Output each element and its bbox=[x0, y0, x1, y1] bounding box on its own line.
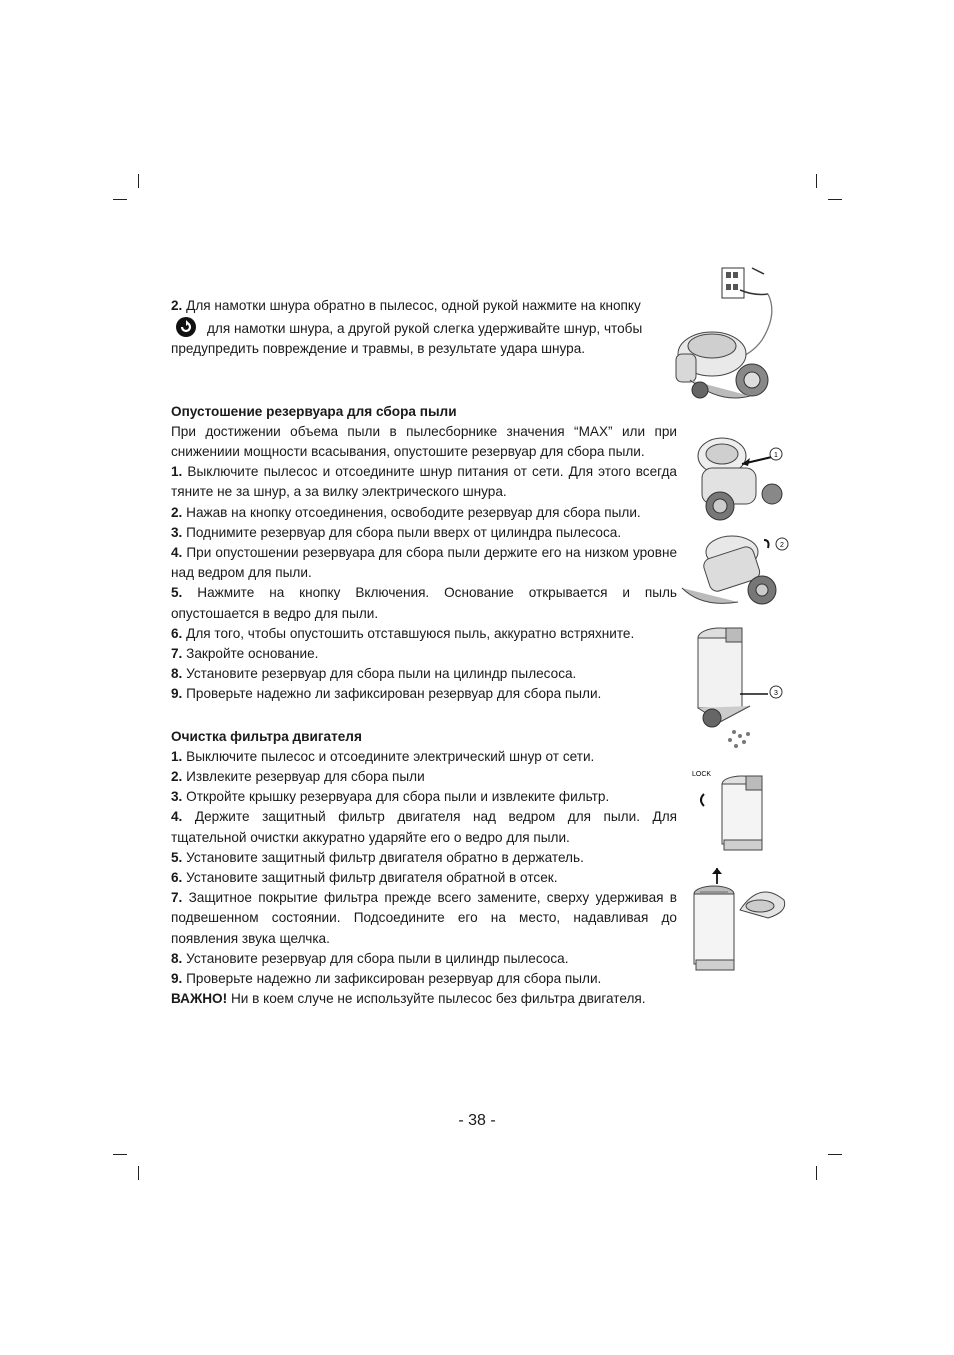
step-item bbox=[171, 747, 677, 767]
cord-rewind-paragraph bbox=[171, 296, 677, 316]
important-text: Ни в коем случе не используйте пылесос без фильтра двигателя. bbox=[230, 991, 646, 1007]
step-number: 5. bbox=[171, 585, 183, 601]
section-heading-filter: Очистка фильтра двигателя bbox=[171, 728, 362, 744]
step-item bbox=[171, 583, 677, 623]
step-text: Выключите пылесос и отсоедините шнур питания от сети. Для этого всегда тяните не за шнур, а за вилку электрического шнура. bbox=[171, 464, 677, 500]
step-item bbox=[171, 664, 677, 684]
cord-rewind-icon bbox=[175, 316, 201, 338]
step-number: 2. bbox=[171, 769, 183, 785]
step-text: Нажмите на кнопку Включения. Основание открывается и пыль опустошается в ведро для пыли. bbox=[171, 585, 677, 621]
crop-mark bbox=[816, 174, 817, 188]
vacuum-plug-illustration bbox=[670, 262, 790, 410]
step-number: 9. bbox=[171, 686, 183, 702]
step-number: 6. bbox=[171, 625, 183, 641]
crop-mark bbox=[828, 1154, 842, 1155]
crop-mark bbox=[816, 1166, 817, 1180]
step-number: 8. bbox=[171, 666, 183, 682]
dust-empty-illustration bbox=[690, 622, 800, 754]
callout-3: 3 bbox=[774, 690, 778, 697]
dust-container-lift-illustration bbox=[678, 530, 798, 612]
step-number: 1. bbox=[171, 748, 183, 764]
step-item bbox=[171, 503, 677, 523]
crop-mark bbox=[138, 1166, 139, 1180]
step-item bbox=[171, 624, 677, 644]
step-item bbox=[171, 868, 677, 888]
page-body bbox=[171, 296, 677, 1010]
step-text: Установите защитный фильтр двигателя обратно в держатель. bbox=[186, 849, 584, 865]
important-label: ВАЖНО! bbox=[171, 991, 228, 1007]
step-text: При опустошении резервуара для сбора пыли держите его на низком уровне над ведром для пыли. bbox=[171, 545, 678, 581]
step-number: 7. bbox=[171, 646, 183, 662]
step-number: 3. bbox=[171, 789, 183, 805]
step-number: 5. bbox=[171, 849, 183, 865]
dust-container-release-illustration bbox=[680, 430, 800, 525]
step-number: 7. bbox=[171, 890, 183, 906]
step-text: Проверьте надежно ли зафиксирован резервуар для сбора пыли. bbox=[186, 686, 602, 702]
cord-text: для намотки шнура, а другой рукой слегка удерживайте шнур, чтобы bbox=[207, 321, 643, 337]
step-item bbox=[171, 969, 677, 989]
lock-label: LOCK bbox=[692, 771, 712, 778]
step-text: Выключите пылесос и отсоедините электрический шнур от сети. bbox=[186, 748, 595, 764]
step-item bbox=[171, 644, 677, 664]
callout-2: 2 bbox=[780, 542, 784, 549]
step-item bbox=[171, 462, 677, 502]
step-number: 1. bbox=[171, 464, 183, 480]
empty-intro: При достижении объема пыли в пылесборнике значения “MAX” или при снижениии мощности всасывания, опустошите резервуар для сбора пыли. bbox=[171, 423, 677, 460]
step-text: Для того, чтобы опустошить отставшуюся пыль, аккуратно встряхните. bbox=[186, 625, 635, 641]
cord-text: предупредить повреждение и травмы, в результате удара шнура. bbox=[171, 341, 586, 357]
page-number: - 38 - bbox=[458, 1112, 496, 1129]
filter-steps-list bbox=[171, 747, 677, 989]
step-item bbox=[171, 684, 677, 704]
important-note bbox=[171, 989, 677, 1009]
step-item bbox=[171, 807, 677, 847]
step-text: Защитное покрытие фильтра прежде всего замените, сверху удерживая в подвешенном состоянии. Подсоедините его на место, надавливая до появления звука щелчка. bbox=[171, 890, 677, 946]
step-text: Извлеките резервуар для сбора пыли bbox=[186, 769, 425, 785]
step-item bbox=[171, 767, 677, 787]
cord-text: Для намотки шнура обратно в пылесос, одной рукой нажмите на кнопку bbox=[186, 298, 641, 313]
step-number: 3. bbox=[171, 524, 183, 540]
step-item bbox=[171, 888, 677, 949]
step-text: Проверьте надежно ли зафиксирован резервуар для сбора пыли. bbox=[186, 971, 602, 987]
crop-mark bbox=[113, 199, 127, 200]
step-item bbox=[171, 523, 677, 543]
step-number: 4. bbox=[171, 545, 183, 561]
crop-mark bbox=[138, 174, 139, 188]
step-number: 8. bbox=[171, 950, 183, 966]
cord-rewind-paragraph-2 bbox=[171, 316, 677, 339]
step-number: 2. bbox=[171, 298, 183, 313]
step-text: Откройте крышку резервуара для сбора пыли и извлеките фильтр. bbox=[186, 789, 610, 805]
motor-filter-illustration bbox=[690, 880, 790, 975]
step-text: Держите защитный фильтр двигателя над ведром для пыли. Для тщательной очистки аккуратно ударяйте его о ведро для пыли. bbox=[171, 809, 678, 845]
crop-mark bbox=[113, 1154, 127, 1155]
step-item bbox=[171, 787, 677, 807]
step-text: Установите резервуар для сбора пыли на цилиндр пылесоса. bbox=[186, 666, 577, 682]
step-number: 6. bbox=[171, 870, 183, 886]
empty-steps-list bbox=[171, 462, 677, 704]
step-number: 9. bbox=[171, 971, 183, 987]
step-text: Нажав на кнопку отсоединения, освободите резервуар для сбора пыли. bbox=[186, 504, 641, 520]
step-number: 2. bbox=[171, 504, 183, 520]
step-text: Закройте основание. bbox=[186, 646, 319, 662]
container-lock-illustration bbox=[690, 766, 790, 862]
step-number: 4. bbox=[171, 809, 183, 825]
step-text: Поднимите резервуар для сбора пыли вверх от цилиндра пылесоса. bbox=[186, 524, 622, 540]
crop-mark bbox=[828, 199, 842, 200]
step-item bbox=[171, 949, 677, 969]
step-text: Установите защитный фильтр двигателя обратной в отсек. bbox=[186, 870, 558, 886]
step-text: Установите резервуар для сбора пыли в цилиндр пылесоса. bbox=[186, 950, 569, 966]
step-item bbox=[171, 543, 677, 583]
step-item bbox=[171, 848, 677, 868]
callout-1: 1 bbox=[774, 452, 778, 459]
section-heading-empty: Опустошение резервуара для сбора пыли bbox=[171, 403, 457, 419]
